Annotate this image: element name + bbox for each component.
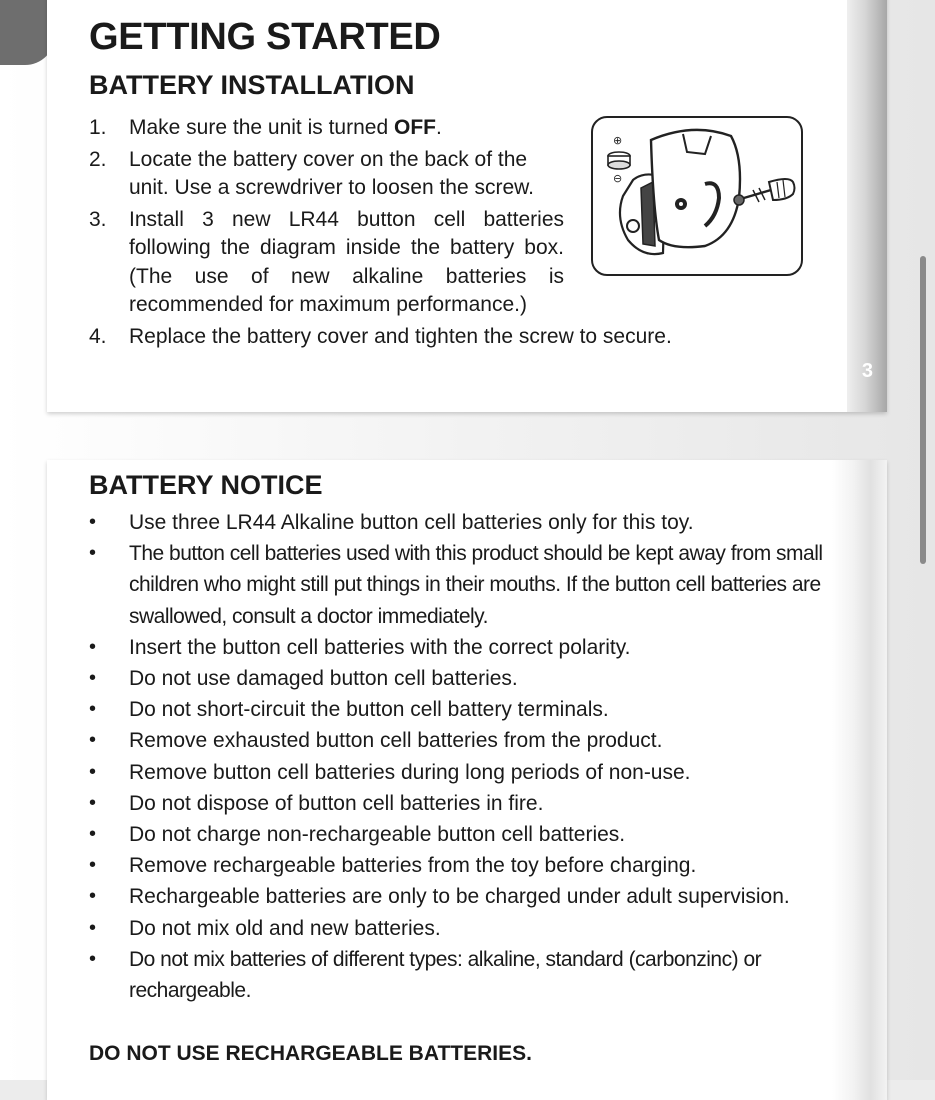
- notice-text: Remove button cell batteries during long periods of non-use.: [129, 760, 691, 784]
- notice-text: Insert the button cell batteries with the correct polarity.: [129, 635, 631, 659]
- bullet-icon: •: [89, 667, 97, 690]
- notice-text: Do not short-circuit the button cell battery terminals.: [129, 698, 609, 722]
- bullet-icon: •: [89, 511, 97, 533]
- notice-text: Do not dispose of button cell batteries in fire.: [129, 791, 544, 815]
- toy-body-icon: [620, 130, 740, 254]
- bullet-icon: •: [89, 698, 97, 721]
- notice-text: Do not mix old and new batteries.: [129, 916, 441, 940]
- battery-diagram-illustration: [593, 118, 801, 274]
- bullet-icon: •: [89, 760, 97, 783]
- bullet-icon: •: [89, 854, 97, 877]
- step-text: Replace the battery cover and tighten the screw to secure.: [129, 324, 672, 348]
- bullet-icon: •: [89, 885, 97, 908]
- notice-text: Rechargeable batteries are only to be charged under adult supervision.: [129, 885, 790, 909]
- notice-text: Do not use damaged button cell batteries.: [129, 667, 518, 691]
- bullet-icon: •: [89, 542, 96, 565]
- button-battery-icon: [608, 152, 630, 169]
- bullet-icon: •: [89, 791, 97, 814]
- list-item: [89, 507, 824, 538]
- notice-text: The button cell batteries used with this product should be kept away from small children who might still put things in their mouths. If the button cell batteries are swallowed, consult a doctor immediately.: [129, 542, 823, 628]
- rechargeable-warning: DO NOT USE RECHARGEABLE BATTERIES.: [89, 1042, 532, 1065]
- list-item: [89, 913, 824, 944]
- page-title: GETTING STARTED: [89, 16, 441, 58]
- page-number: 3: [861, 360, 873, 382]
- step-text: Install 3 new LR44 button cell batteries following the diagram inside the battery box. (The use of new alkaline batteries is recommended for maximum performance.): [129, 207, 564, 316]
- list-item: [89, 725, 824, 756]
- list-item: [89, 632, 824, 663]
- manual-page-battery-notice: [47, 460, 887, 1100]
- step-text: Make sure the unit is turned OFF.: [129, 116, 442, 139]
- notice-text: Do not mix batteries of different types: alkaline, standard (carbonzinc) or rechargeable.: [129, 947, 762, 1003]
- step-text: Locate the battery cover on the back of the unit. Use a screwdriver to loosen the screw.: [129, 147, 535, 199]
- bullet-icon: •: [89, 916, 97, 939]
- bullet-icon: •: [89, 729, 97, 752]
- step-number: 4.: [89, 324, 107, 348]
- page-edge-strip: [847, 0, 887, 412]
- manual-page-getting-started: [47, 0, 887, 412]
- step-item: [89, 323, 809, 352]
- notice-text: Do not charge non-rechargeable button cell batteries.: [129, 823, 626, 847]
- list-item: [89, 694, 824, 725]
- bullet-icon: •: [89, 635, 97, 658]
- section-title-battery-installation: BATTERY INSTALLATION: [89, 70, 415, 100]
- plus-polarity-icon: ⊕: [613, 134, 623, 147]
- list-item: [89, 788, 824, 819]
- list-item: [89, 757, 824, 788]
- battery-cover-diagram: [591, 116, 803, 276]
- section-title-battery-notice: BATTERY NOTICE: [89, 470, 323, 500]
- list-item: [89, 819, 824, 850]
- bullet-icon: •: [89, 823, 97, 846]
- page-edge-strip: [832, 460, 887, 1100]
- step-number: 3.: [89, 207, 107, 231]
- notice-text: Use three LR44 Alkaline button cell batteries only for this toy.: [129, 511, 694, 534]
- scrollbar-thumb[interactable]: [920, 256, 926, 564]
- list-item: [89, 663, 824, 694]
- list-item: [89, 850, 824, 881]
- notice-text: Remove exhausted button cell batteries from the product.: [129, 729, 663, 753]
- list-item: [89, 881, 824, 912]
- bullet-icon: •: [89, 947, 96, 970]
- off-emphasis: OFF: [393, 116, 436, 139]
- minus-polarity-icon: ⊖: [613, 172, 623, 185]
- list-item: [89, 538, 824, 632]
- list-item: [89, 944, 824, 1006]
- screwdriver-icon: [734, 179, 795, 205]
- step-number: 1.: [89, 116, 107, 139]
- step-number: 2.: [89, 147, 107, 171]
- battery-notice-list: [89, 507, 824, 1006]
- notice-text: Remove rechargeable batteries from the toy before charging.: [129, 854, 697, 878]
